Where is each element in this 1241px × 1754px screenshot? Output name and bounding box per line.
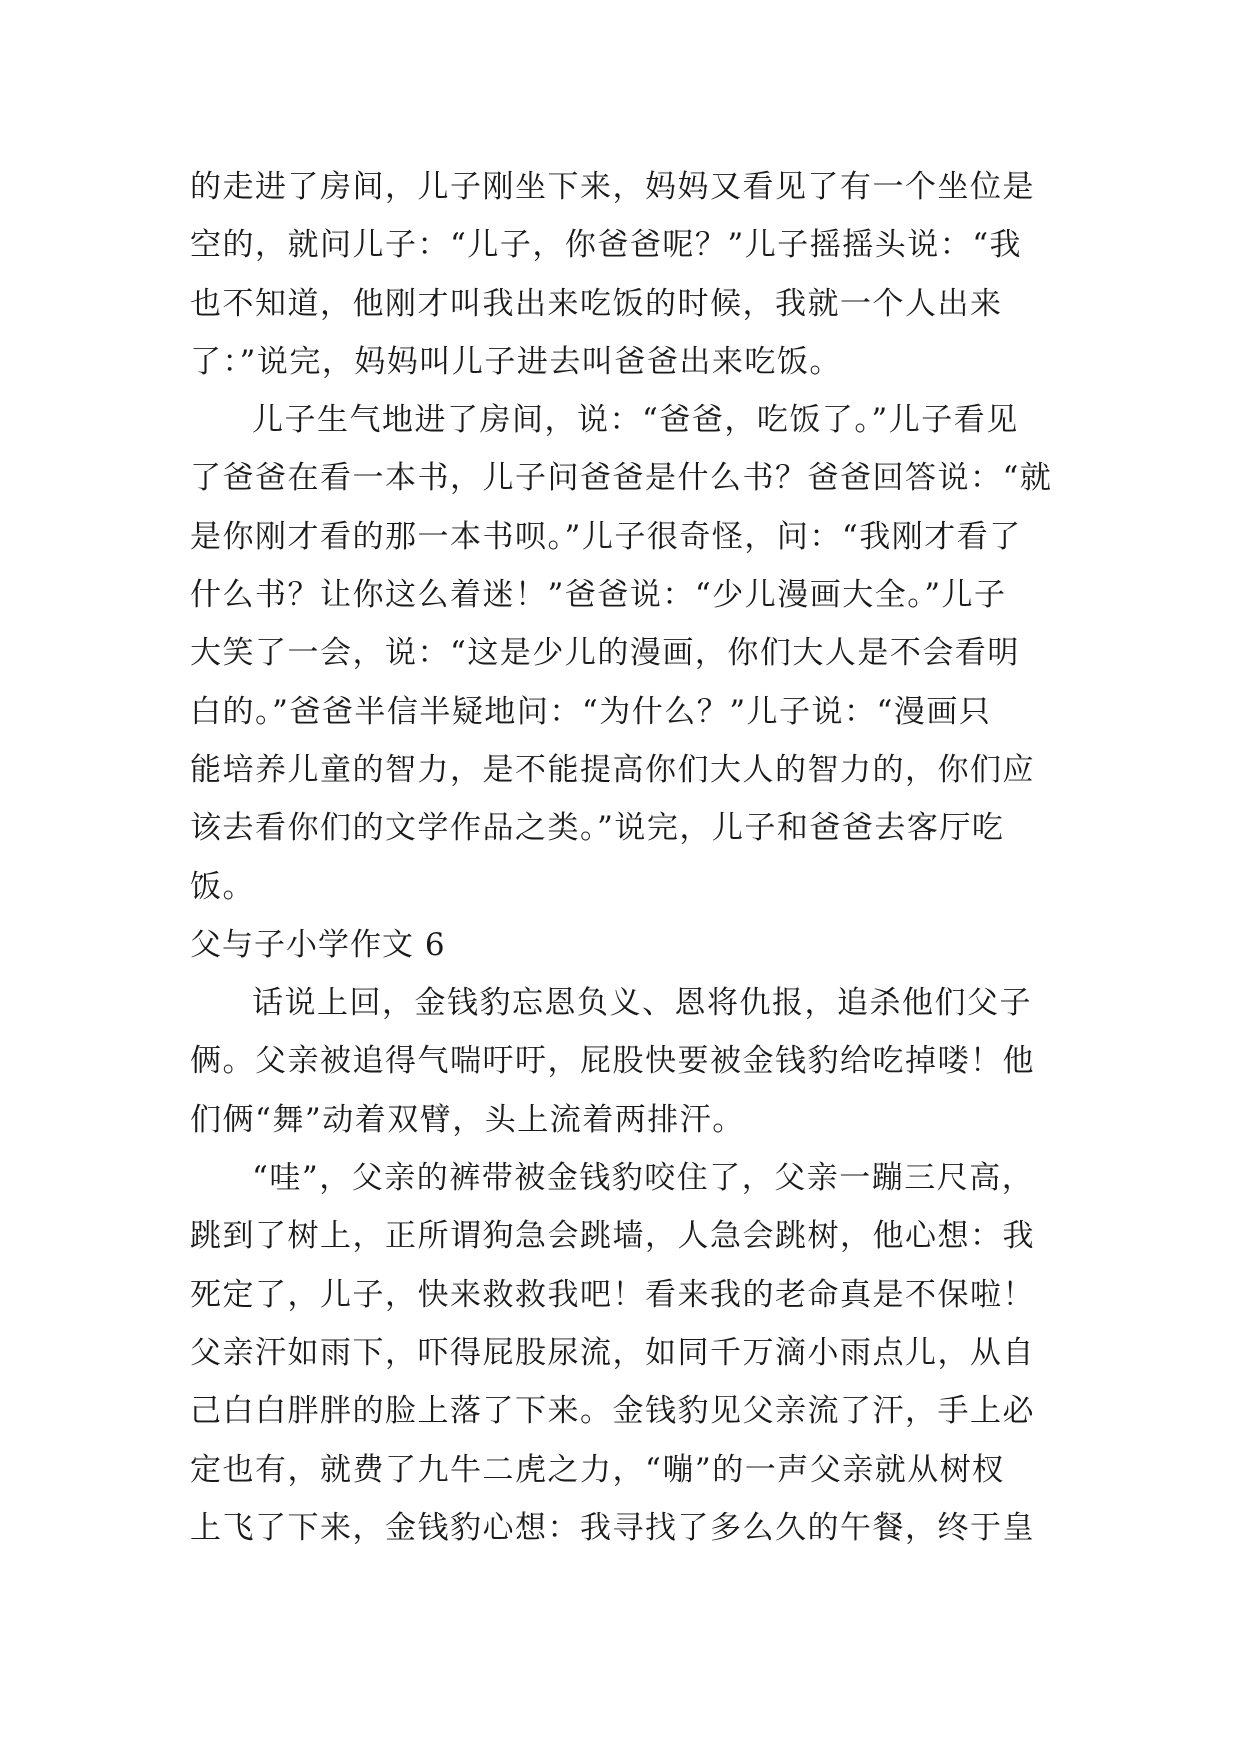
text-line: 也不知道，他刚才叫我出来吃饭的时候，我就一个人出来 [190, 285, 1003, 322]
text-line: 死定了，儿子，快来救救我吧！看来我的老命真是不保啦！ [190, 1276, 1035, 1313]
text-line: 了爸爸在看一本书，儿子问爸爸是什么书？爸爸回答说：“就 [190, 460, 1053, 497]
text-line: 了：”说完，妈妈叫儿子进去叫爸爸出来吃饭。 [190, 343, 842, 380]
text-line: 己白白胖胖的脸上落了下来。金钱豹见父亲流了汗，手上必 [190, 1393, 1035, 1430]
text-line: 话说上回，金钱豹忘恩负义、恩将仇报，追杀他们父子 [252, 985, 1032, 1022]
text-line: 空的，就问儿子：“儿子，你爸爸呢？”儿子摇摇头说：“我 [190, 227, 1023, 264]
section-heading: 父与子小学作文 6 [190, 926, 446, 963]
document-body [190, 158, 1060, 1557]
text-line: 跳到了树上，正所谓狗急会跳墙，人急会跳树，他心想：我 [190, 1218, 1035, 1255]
text-line: 能培养儿童的智力，是不能提高你们大人的智力的，你们应 [190, 751, 1035, 788]
text-line: 是你刚才看的那一本书呗。”儿子很奇怪，问：“我刚才看了 [190, 518, 1022, 555]
text-line: 饭。 [190, 868, 255, 905]
text-line: 儿子生气地进了房间，说：“爸爸，吃饭了。”儿子看见 [252, 402, 1019, 439]
text-line: 的走进了房间，儿子刚坐下来，妈妈又看见了有一个坐位是 [190, 169, 1035, 205]
text-line: 该去看你们的文学作品之类。”说完，儿子和爸爸去客厅吃 [190, 810, 1005, 847]
text-line: 们俩“舞”动着双臂，头上流着两排汗。 [190, 1101, 745, 1138]
text-line: 上飞了下来，金钱豹心想：我寻找了多么久的午餐，终于皇 [190, 1509, 1035, 1546]
text-line: “哇”，父亲的裤带被金钱豹咬住了，父亲一蹦三尺高， [252, 1160, 1035, 1197]
text-line: 俩。父亲被追得气喘吁吁，屁股快要被金钱豹给吃掉喽！他 [190, 1043, 1035, 1080]
text-line: 什么书？让你这么着迷！”爸爸说：“少儿漫画大全。”儿子 [190, 577, 1007, 614]
text-line: 定也有，就费了九牛二虎之力，“嘣”的一声父亲就从树杈 [190, 1451, 1005, 1488]
text-line: 大笑了一会，说：“这是少儿的漫画，你们大人是不会看明 [190, 635, 1020, 672]
text-line: 父亲汗如雨下，吓得屁股尿流，如同千万滴小雨点儿，从自 [190, 1334, 1035, 1371]
text-line: 白的。”爸爸半信半疑地问：“为什么？”儿子说：“漫画只 [190, 693, 992, 730]
